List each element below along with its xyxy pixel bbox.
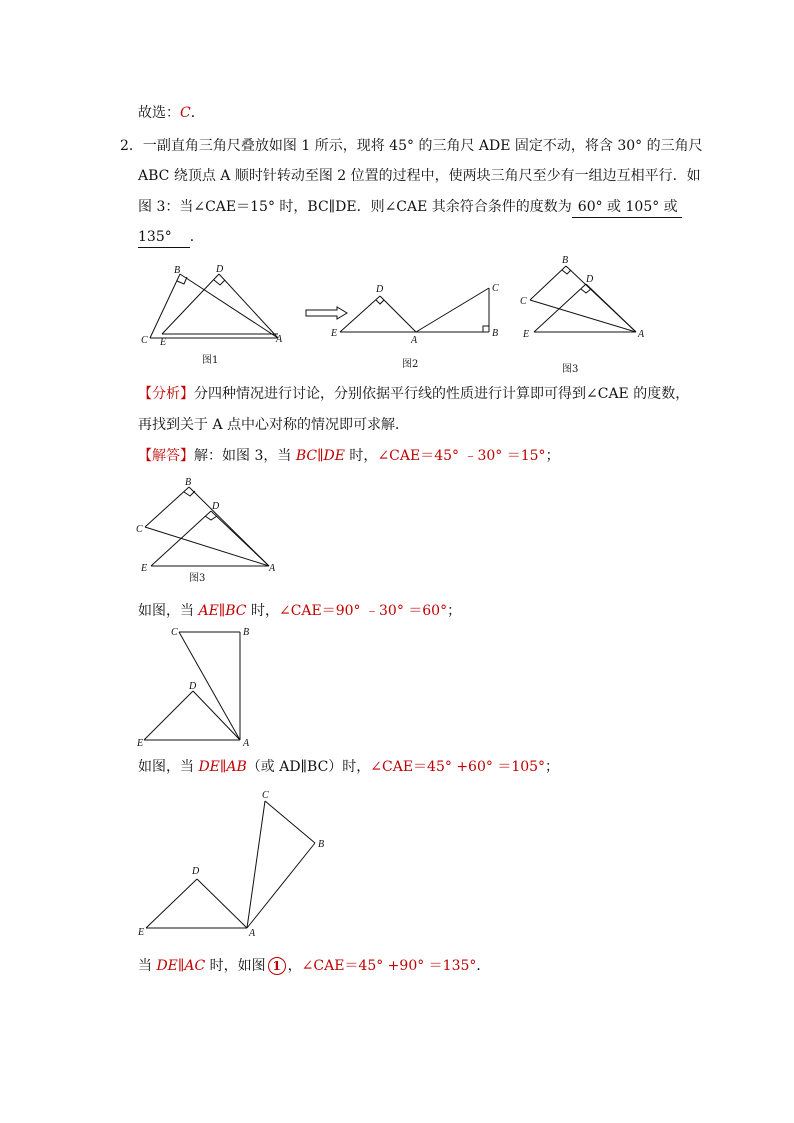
analysis-line-2 bbox=[138, 415, 409, 435]
fig3-edge-CA bbox=[530, 300, 636, 332]
solution-step1-equation: ∠CAE＝45° ﹣30° ＝15° bbox=[377, 448, 546, 464]
sol4-label-D: D bbox=[192, 866, 200, 877]
sol4-label-B: B bbox=[318, 839, 325, 850]
analysis-line-1 bbox=[138, 384, 689, 404]
solution-figure-ae-parallel-bc bbox=[134, 624, 264, 754]
fig3-caption: 图3 bbox=[562, 364, 579, 375]
sol3-edge-CB bbox=[145, 487, 189, 527]
solution-line-4 bbox=[138, 956, 490, 976]
fig3-label-C: C bbox=[520, 296, 527, 307]
sol4-label-A: A bbox=[249, 928, 256, 939]
figure-3 bbox=[518, 252, 658, 377]
figure-2 bbox=[330, 278, 510, 373]
sol4-label-C: C bbox=[262, 790, 269, 801]
sol3-label-A: A bbox=[269, 563, 276, 574]
sol2-label-B: B bbox=[243, 627, 250, 638]
solution-step4-condition: DE∥AC bbox=[156, 958, 206, 974]
sol3-label-B: B bbox=[185, 477, 192, 488]
fig2-caption: 图2 bbox=[402, 359, 419, 370]
solution-step4-equation: ∠CAE＝45° +90° ＝135° bbox=[301, 958, 477, 974]
sol2-label-D: D bbox=[189, 681, 197, 692]
fig3-right-angle-B bbox=[562, 270, 571, 274]
problem-text-3: 图 3：当∠CAE＝15° 时，BC∥DE．则∠CAE 其余符合条件的度数为 bbox=[138, 199, 572, 215]
sol3-label-C: C bbox=[136, 524, 143, 535]
solution-step3-condition: DE∥AB bbox=[198, 759, 247, 775]
problem-number: 2． bbox=[120, 138, 143, 154]
solution-step3-end: ； bbox=[545, 759, 560, 775]
sol3-caption: 图3 bbox=[189, 573, 206, 584]
problem-line-2 bbox=[138, 166, 701, 186]
solution-step1-condition: BC∥DE bbox=[295, 448, 345, 464]
problem-line-1 bbox=[120, 136, 703, 156]
fig2-edge-DA bbox=[380, 296, 416, 332]
sol3-label-D: D bbox=[212, 501, 220, 512]
fig1-edge-DA bbox=[219, 274, 278, 338]
analysis-text-1: 分四种情况进行讨论，分别依据平行线的性质进行计算即可得到∠CAE 的度数， bbox=[194, 386, 690, 402]
previous-answer-suffix: ． bbox=[190, 105, 205, 121]
solution-step4-end: ． bbox=[476, 958, 491, 974]
answer-blank bbox=[572, 197, 682, 218]
sol2-label-C: C bbox=[171, 627, 178, 638]
solution-line-1 bbox=[138, 446, 560, 466]
solution-step4-mid: 时，如图 bbox=[205, 958, 266, 974]
answer-part-1: 60° 或 105° 或 bbox=[577, 199, 678, 215]
solution-step3-mid: 时， bbox=[342, 759, 371, 775]
solution-line-3 bbox=[138, 757, 559, 777]
fig1-right-angle-D bbox=[214, 280, 225, 285]
previous-answer-line bbox=[138, 103, 205, 123]
answer-blank-continued bbox=[138, 227, 190, 248]
fig2-right-angle-D bbox=[376, 300, 384, 304]
sol3-edge-ED bbox=[151, 511, 211, 566]
solution-step2-condition: AE∥BC bbox=[198, 603, 247, 619]
fig1-edge-BA bbox=[180, 274, 278, 338]
fig1-edge-ED bbox=[162, 274, 219, 334]
solution-step3-paren: （或 AD∥BC） bbox=[246, 759, 343, 775]
answer-part-2: 135° bbox=[138, 229, 172, 245]
solution-step2-prefix: 如图，当 bbox=[138, 603, 199, 619]
analysis-tag: 【分析】 bbox=[138, 386, 194, 402]
solution-tag: 【解答】 bbox=[138, 448, 194, 464]
problem-line-end: ． bbox=[189, 229, 204, 245]
fig2-label-D: D bbox=[376, 284, 384, 295]
fig3-label-E: E bbox=[523, 329, 530, 340]
fig1-label-B: B bbox=[174, 265, 181, 276]
solution-step3-prefix: 如图，当 bbox=[138, 759, 199, 775]
fig2-label-B: B bbox=[492, 328, 499, 339]
fig3-label-B: B bbox=[562, 255, 569, 266]
fig2-right-angle-B bbox=[483, 326, 489, 332]
analysis-text-2: 再找到关于 A 点中心对称的情况即可求解． bbox=[138, 417, 410, 433]
fig1-edge-CB bbox=[150, 274, 180, 338]
fig2-edge-AC bbox=[416, 288, 489, 332]
solution-step2-equation: ∠CAE＝90° ﹣30° ＝60° bbox=[278, 603, 448, 619]
fig3-edge-CB bbox=[530, 266, 566, 300]
sol3-label-E: E bbox=[141, 563, 148, 574]
previous-answer-prefix: 故选： bbox=[138, 105, 180, 121]
solution-step2-mid: 时， bbox=[246, 603, 279, 619]
fig2-label-A: A bbox=[411, 335, 418, 346]
fig3-label-A: A bbox=[638, 329, 645, 340]
solution-step1-mid: 时， bbox=[344, 448, 378, 464]
solution-step1-prefix: 解：如图 3，当 bbox=[194, 448, 296, 464]
problem-text-2: ABC 绕顶点 A 顺时针转动至图 2 位置的过程中，使两块三角尺至少有一组边互相平行．如 bbox=[138, 168, 701, 184]
fig2-label-C: C bbox=[492, 283, 499, 294]
fig1-label-C: C bbox=[141, 335, 148, 346]
solution-step3-equation: ∠CAE＝45° +60° ＝105° bbox=[370, 759, 546, 775]
sol4-label-E: E bbox=[138, 927, 145, 938]
sol3-edge-CA bbox=[145, 527, 269, 566]
sol4-edge-ED bbox=[146, 879, 197, 928]
solution-step4-prefix: 当 bbox=[138, 958, 157, 974]
circled-number-icon: 1 bbox=[268, 957, 286, 975]
fig2-label-E: E bbox=[331, 328, 338, 339]
sol4-edge-DA bbox=[197, 879, 247, 928]
sol3-edge-DA bbox=[211, 511, 269, 566]
solution-step2-end: ； bbox=[447, 603, 462, 619]
problem-line-4 bbox=[138, 227, 204, 248]
sol2-label-E: E bbox=[137, 738, 144, 749]
problem-text-1: 一副直角三角尺叠放如图 1 所示，现将 45° 的三角尺 ADE 固定不动，将含 30° 的三角尺 bbox=[142, 138, 703, 154]
sol2-edge-ED bbox=[144, 691, 193, 740]
fig1-label-D: D bbox=[216, 264, 224, 275]
sol2-label-A: A bbox=[243, 738, 250, 749]
solution-step1-end: ； bbox=[545, 448, 560, 464]
fig1-label-A: A bbox=[276, 334, 283, 345]
solution-figure-de-parallel-ab bbox=[134, 786, 334, 941]
solution-line-2 bbox=[138, 601, 461, 621]
fig1-label-E: E bbox=[160, 337, 167, 348]
problem-line-3 bbox=[138, 197, 682, 218]
fig2-edge-ED bbox=[340, 296, 380, 332]
fig3-edge-ED bbox=[534, 284, 586, 332]
fig3-right-angle-D bbox=[581, 289, 591, 293]
solution-step4-comma: ， bbox=[287, 958, 302, 974]
sol4-edge-CB bbox=[265, 801, 315, 843]
sol3-right-angle-D bbox=[205, 516, 217, 520]
fig1-caption: 图1 bbox=[202, 355, 219, 366]
fig3-label-D: D bbox=[586, 274, 594, 285]
previous-answer-value: C bbox=[180, 105, 191, 121]
solution-figure-3 bbox=[134, 474, 284, 589]
figure-1 bbox=[140, 262, 290, 372]
